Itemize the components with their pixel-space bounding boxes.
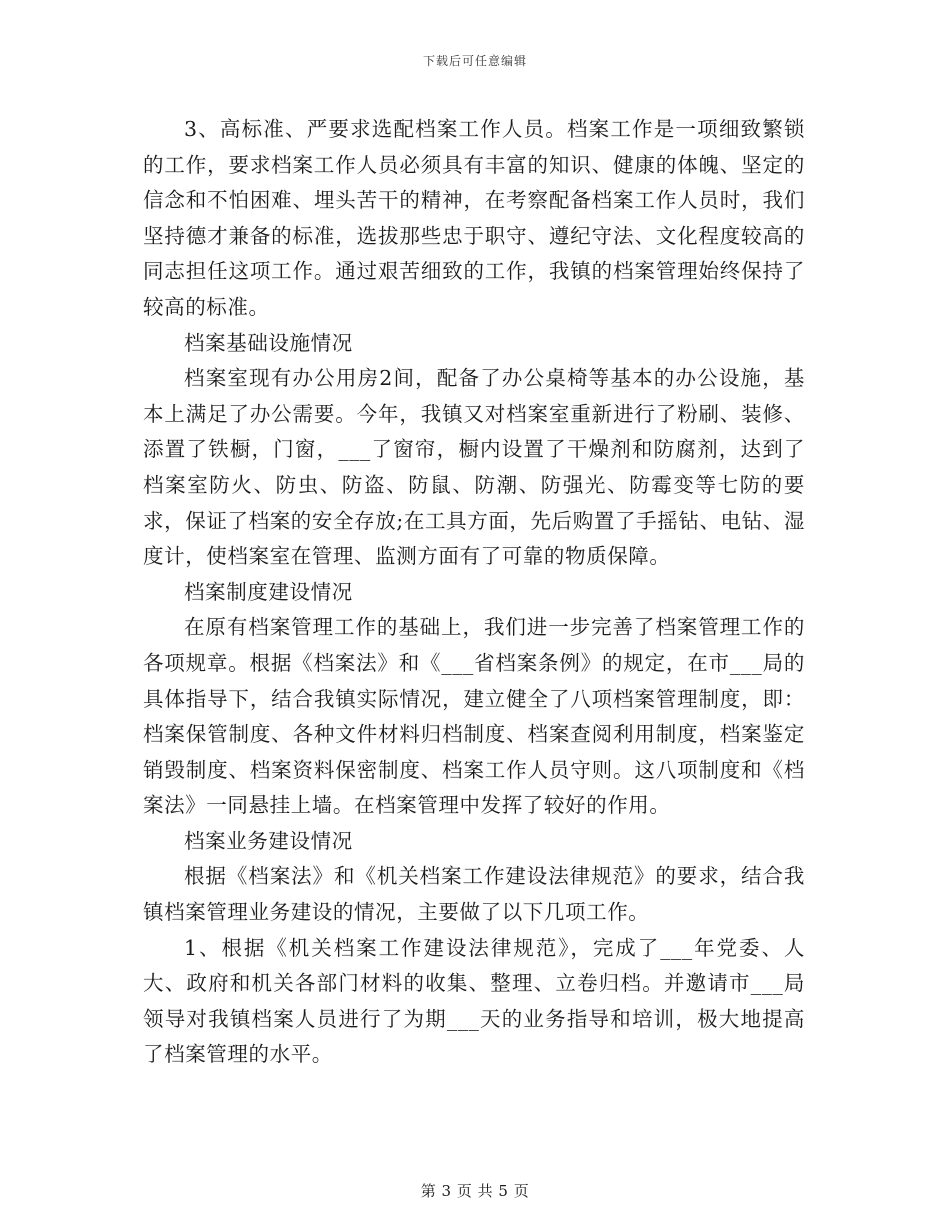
page-header: 下载后可任意编辑 <box>422 54 527 68</box>
page-number: 第 3 页 共 5 页 <box>420 1182 530 1200</box>
heading-system-construction: 档案制度建设情况 <box>184 579 353 604</box>
paragraph-staff-selection: 3、高标准、严要求选配档案工作人员。档案工作是一项细致繁锁的工作，要求档案工作人员必须具有丰富的知识、健康的体魄、坚定的信念和不怕困难、埋头苦干的精神，在考察配备档案工作人员时，我们坚持德才兼备的标准，选拔那些忠于职守、遵纪守法、文化程度较高的同志担任这项工作。通过艰苦细致的工作，我镇的档案管理始终保持了较高的标准。 <box>143 117 805 319</box>
paragraph-infrastructure: 档案室现有办公用房2间，配备了办公桌椅等基本的办公设施，基本上满足了办公需要。今年，我镇又对档案室重新进行了粉刷、装修、添置了铁橱，门窗，___了窗帘，橱内设置了干燥剂和防腐剂，达到了档案室防火、防虫、防盗、防鼠、防潮、防强光、防霉变等七防的要求，保证了档案的安全存放;在工具方面，先后购置了手摇钻、电钻、湿度计，使档案室在管理、监测方面有了可靠的物质保障。 <box>143 366 805 569</box>
paragraph-business-intro: 根据《档案法》和《机关档案工作建设法律规范》的要求，结合我镇档案管理业务建设的情况，主要做了以下几项工作。 <box>143 864 805 925</box>
heading-infrastructure: 档案基础设施情况 <box>184 330 353 355</box>
heading-business-construction: 档案业务建设情况 <box>184 828 353 853</box>
paragraph-system-construction: 在原有档案管理工作的基础上，我们进一步完善了档案管理工作的各项规章。根据《档案法》和《___省档案条例》的规定，在市___局的具体指导下，结合我镇实际情况，建立健全了八项档案管理制度，即：档案保管制度、各种文件材料归档制度、档案查阅利用制度，档案鉴定销毁制度、档案资料保密制度、档案工作人员守则。这八项制度和《档案法》一同悬挂上墙。在档案管理中发挥了较好的作用。 <box>143 615 805 818</box>
document-body <box>143 112 805 1073</box>
paragraph-business-item-1: 1、根据《机关档案工作建设法律规范》，完成了___年党委、人大、政府和机关各部门材料的收集、整理、立卷归档。并邀请市___局领导对我镇档案人员进行了为期___天的业务指导和培训，极大地提高了档案管理的水平。 <box>143 935 805 1067</box>
